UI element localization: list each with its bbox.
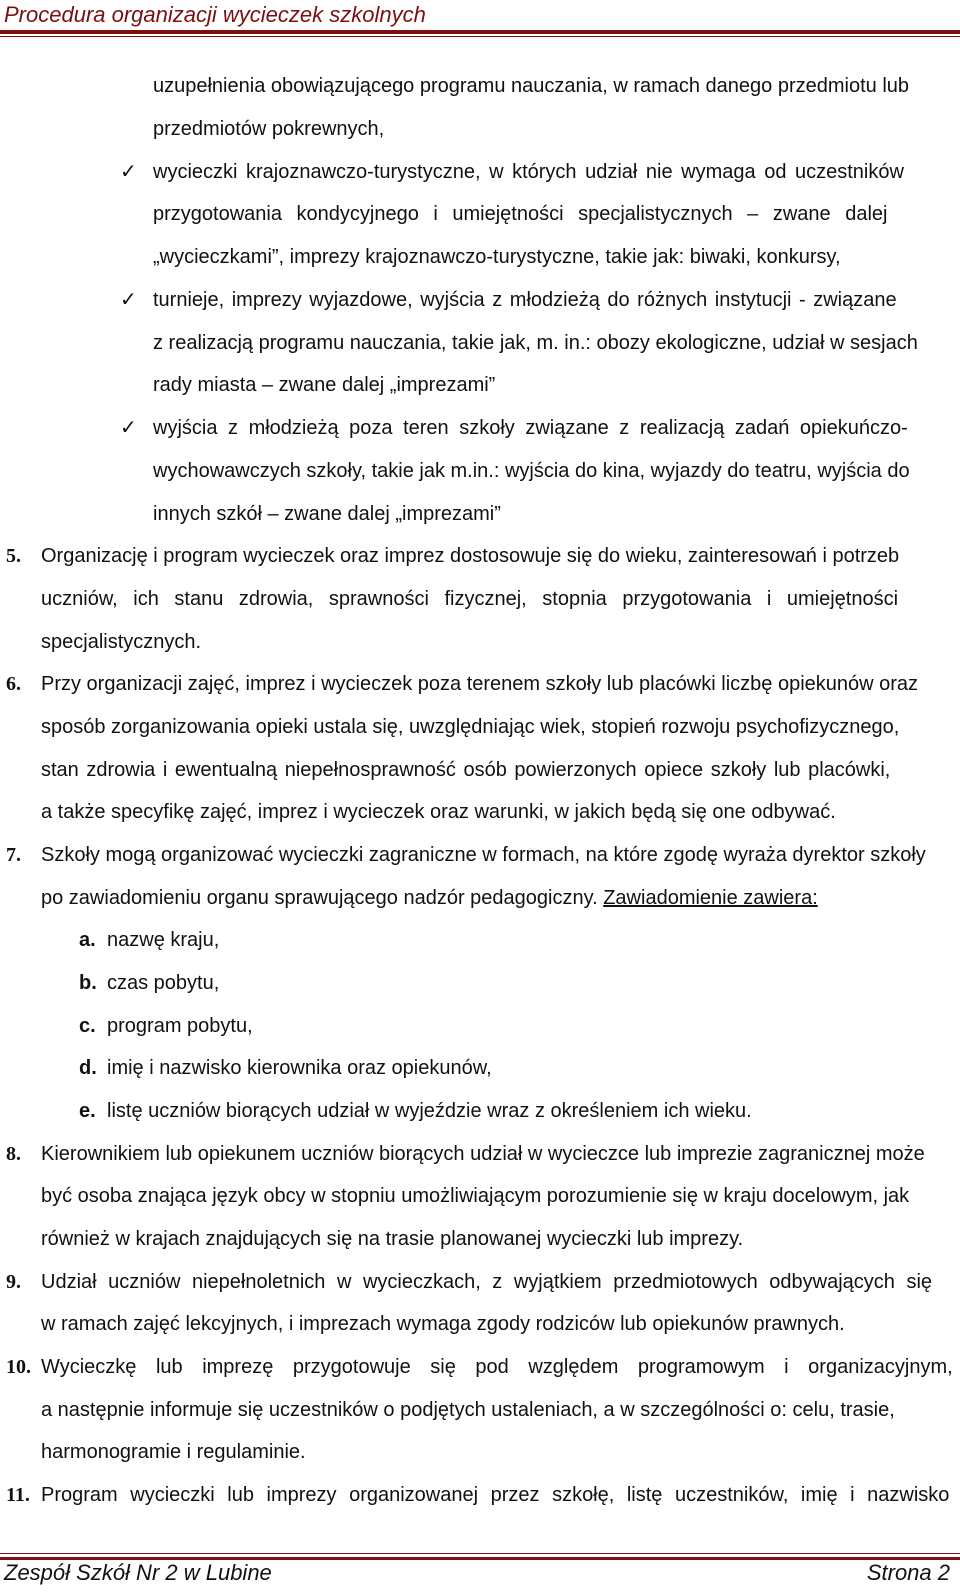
paragraph-line: sposób zorganizowania opieki ustala się, uwzględniając wiek, stopień rozwoju psychofizycznego, xyxy=(41,716,900,738)
paragraph-number: 5. xyxy=(6,545,21,567)
checkmark-icon: ✓ xyxy=(120,289,137,311)
paragraph-number: 6. xyxy=(6,673,21,695)
paragraph-number: 7. xyxy=(6,844,21,866)
paragraph-line: harmonogramie i regulaminie. xyxy=(41,1441,306,1463)
list-letter: a. xyxy=(79,929,96,951)
text-span: po zawiadomieniu organu sprawującego nadzór pedagogiczny. xyxy=(41,887,604,909)
paragraph-number: 11. xyxy=(6,1484,30,1506)
bullet-line xyxy=(153,74,941,98)
checkmark-icon: ✓ xyxy=(120,417,137,439)
bullet-line: przedmiotów pokrewnych, xyxy=(153,118,385,140)
paragraph-number: 10. xyxy=(6,1356,31,1378)
paragraph-number: 8. xyxy=(6,1143,21,1165)
bullet-line: wychowawczych szkoły, takie jak m.in.: wyjścia do kina, wyjazdy do teatru, wyjścia do xyxy=(153,460,910,482)
paragraph-line: Szkoły mogą organizować wycieczki zagraniczne w formach, na które zgodę wyraża dyrektor szkoły xyxy=(41,844,926,866)
paragraph-line: uczniów, ich stanu zdrowia, sprawności fizycznej, stopnia przygotowania i umiejętności xyxy=(41,588,899,610)
paragraph-line: również w krajach znajdujących się na trasie planowanej wycieczki lub imprezy. xyxy=(41,1228,744,1250)
paragraph-line: w ramach zajęć lekcyjnych, i imprezach wymaga zgody rodziców lub opiekunów prawnych. xyxy=(41,1313,845,1335)
page-header xyxy=(0,0,960,40)
header-rule-thin xyxy=(0,36,960,37)
paragraph-line: Przy organizacji zajęć, imprez i wycieczek poza terenem szkoły lub placówki liczbę opiekunów oraz xyxy=(41,673,919,695)
underlined-heading: Zawiadomienie zawiera: xyxy=(603,887,818,909)
bullet-line: wycieczki krajoznawczo-turystyczne, w których udział nie wymaga od uczestników xyxy=(153,161,904,183)
list-item: imię i nazwisko kierownika oraz opiekunów, xyxy=(107,1057,492,1079)
paragraph-line: Udział uczniów niepełnoletnich w wycieczkach, z wyjątkiem przedmiotowych odbywających się xyxy=(41,1271,933,1293)
header-rule xyxy=(0,30,960,34)
footer-school-name: Zespół Szkół Nr 2 w Lubine xyxy=(4,1560,272,1585)
checkmark-icon: ✓ xyxy=(120,161,137,183)
paragraph-line: Program wycieczki lub imprezy organizowanej przez szkołę, listę uczestników, imię i nazwisko xyxy=(41,1484,950,1506)
bullet-line: turnieje, imprezy wyjazdowe, wyjścia z młodzieżą do różnych instytucji - związane xyxy=(153,289,897,311)
bullet-line: innych szkół – zwane dalej „imprezami” xyxy=(153,503,501,525)
bullet-line: rady miasta – zwane dalej „imprezami” xyxy=(153,374,496,396)
paragraph-line: Wycieczkę lub imprezę przygotowuje się pod względem programowym i organizacyjnym, xyxy=(41,1356,953,1378)
document-title: Procedura organizacji wycieczek szkolnych xyxy=(4,2,426,27)
paragraph-line: Kierownikiem lub opiekunem uczniów biorących udział w wycieczce lub imprezie zagranicznej może xyxy=(41,1143,925,1165)
paragraph-line: stan zdrowia i ewentualną niepełnosprawność osób powierzonych opiece szkoły lub placówki, xyxy=(41,759,891,781)
list-item: program pobytu, xyxy=(107,1015,253,1037)
bullet-line: wyjścia z młodzieżą poza teren szkoły związane z realizacją zadań opiekuńczo- xyxy=(153,417,908,439)
list-item: listę uczniów biorących udział w wyjeździe wraz z określeniem ich wieku. xyxy=(107,1100,752,1122)
paragraph-number: 9. xyxy=(6,1271,21,1293)
list-item: czas pobytu, xyxy=(107,972,220,994)
bullet-line: z realizacją programu nauczania, takie jak, m. in.: obozy ekologiczne, udział w sesjach xyxy=(153,332,918,354)
list-letter: c. xyxy=(79,1015,96,1037)
list-letter: e. xyxy=(79,1100,96,1122)
footer-rule-thin xyxy=(0,1553,960,1554)
paragraph-line: Organizację i program wycieczek oraz imprez dostosowuje się do wieku, zainteresowań i potrzeb xyxy=(41,545,900,567)
list-item: nazwę kraju, xyxy=(107,929,220,951)
paragraph-line: a także specyfikę zajęć, imprez i wycieczek oraz warunki, w jakich będą się one odbywać. xyxy=(41,801,836,823)
text-line: uzupełnienia obowiązującego programu nauczania, w ramach danego przedmiotu lub xyxy=(153,75,910,97)
list-letter: d. xyxy=(79,1057,97,1079)
list-letter: b. xyxy=(79,972,97,994)
page-number: Strona 2 xyxy=(866,1560,950,1585)
bullet-line: przygotowania kondycyjnego i umiejętności specjalistycznych – zwane dalej xyxy=(153,203,888,225)
paragraph-line: specjalistycznych. xyxy=(41,631,202,653)
paragraph-line: być osoba znająca język obcy w stopniu umożliwiającym porozumienie się w kraju docelowym, jak xyxy=(41,1185,910,1207)
paragraph-line: a następnie informuje się uczestników o podjętych ustaleniach, a w szczególności o: celu, trasie, xyxy=(41,1399,895,1421)
paragraph-line xyxy=(41,886,818,910)
bullet-line: „wycieczkami”, imprezy krajoznawczo-turystyczne, takie jak: biwaki, konkursy, xyxy=(153,246,841,268)
